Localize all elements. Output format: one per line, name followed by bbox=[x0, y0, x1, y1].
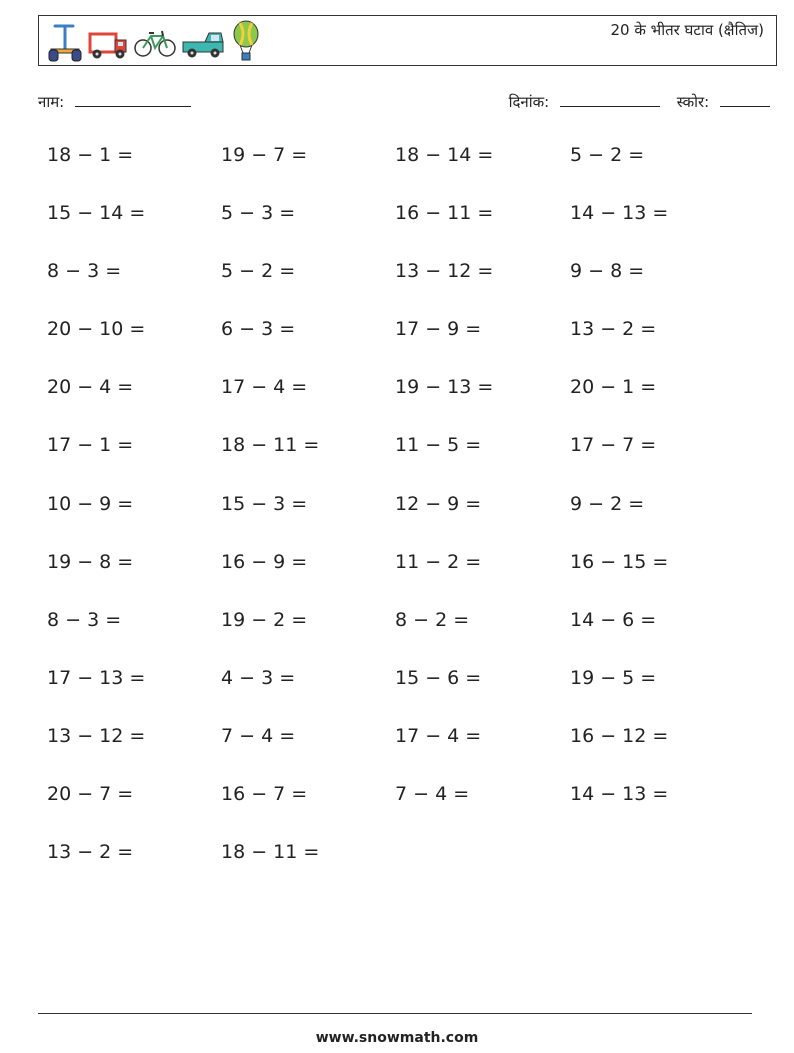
problem-row bbox=[47, 260, 747, 318]
problem-item: 8 − 3 = bbox=[47, 608, 122, 631]
problem-row bbox=[47, 318, 747, 376]
problem-item: 13 − 2 = bbox=[47, 841, 134, 864]
problem-item: 14 − 13 = bbox=[570, 202, 669, 225]
problem-item: 18 − 11 = bbox=[221, 841, 320, 864]
problem-item: 16 − 11 = bbox=[395, 202, 494, 225]
worksheet-title: 20 के भीतर घटाव (क्षैतिज) bbox=[610, 21, 764, 39]
problem-item: 18 − 14 = bbox=[395, 144, 494, 166]
problem-row bbox=[47, 493, 747, 551]
problem-row bbox=[47, 609, 747, 667]
problem-item: 7 − 4 = bbox=[395, 783, 470, 806]
problem-item: 17 − 7 = bbox=[570, 434, 657, 457]
problem-item: 9 − 8 = bbox=[570, 260, 645, 283]
problem-item: 15 − 14 = bbox=[47, 202, 146, 225]
problem-grid bbox=[47, 144, 747, 899]
problem-item: 16 − 15 = bbox=[570, 550, 669, 573]
problem-item: 20 − 4 = bbox=[47, 376, 134, 399]
problem-item: 17 − 4 = bbox=[221, 376, 308, 399]
problem-row bbox=[47, 725, 747, 783]
problem-item: 5 − 3 = bbox=[221, 202, 296, 225]
hot-air-balloon-icon bbox=[231, 20, 261, 62]
problem-item: 4 − 3 = bbox=[221, 666, 296, 689]
problem-item: 15 − 6 = bbox=[395, 666, 482, 689]
problem-row bbox=[47, 841, 747, 899]
problem-item: 20 − 1 = bbox=[570, 376, 657, 399]
bicycle-icon bbox=[133, 22, 177, 62]
problem-item: 5 − 2 = bbox=[570, 144, 645, 166]
problem-item: 19 − 7 = bbox=[221, 144, 308, 166]
worksheet-header bbox=[38, 15, 777, 66]
date-label: दिनांक: bbox=[508, 93, 550, 111]
problem-item: 18 − 1 = bbox=[47, 144, 134, 166]
problem-item: 19 − 5 = bbox=[570, 666, 657, 689]
problem-item: 12 − 9 = bbox=[395, 492, 482, 515]
kick-scooter-icon bbox=[47, 22, 83, 62]
problem-item: 16 − 7 = bbox=[221, 783, 308, 806]
problem-item: 19 − 8 = bbox=[47, 550, 134, 573]
problem-item: 14 − 13 = bbox=[570, 783, 669, 806]
problem-item: 5 − 2 = bbox=[221, 260, 296, 283]
problem-row bbox=[47, 376, 747, 434]
problem-row bbox=[47, 144, 747, 202]
problem-item: 17 − 4 = bbox=[395, 724, 482, 747]
problem-item: 13 − 12 = bbox=[395, 260, 494, 283]
problem-item: 11 − 5 = bbox=[395, 434, 482, 457]
problem-item: 17 − 1 = bbox=[47, 434, 134, 457]
problem-item: 20 − 10 = bbox=[47, 318, 146, 341]
footer-url: www.snowmath.com bbox=[315, 1030, 479, 1046]
problem-row bbox=[47, 783, 747, 841]
score-blank[interactable] bbox=[720, 92, 770, 107]
date-blank[interactable] bbox=[560, 92, 660, 107]
problem-row bbox=[47, 202, 747, 260]
problem-row bbox=[47, 667, 747, 725]
problem-item: 8 − 2 = bbox=[395, 608, 470, 631]
problem-item: 17 − 13 = bbox=[47, 666, 146, 689]
problem-item: 9 − 2 = bbox=[570, 492, 645, 515]
problem-item: 10 − 9 = bbox=[47, 492, 134, 515]
problem-item: 17 − 9 = bbox=[395, 318, 482, 341]
problem-item: 16 − 9 = bbox=[221, 550, 308, 573]
problem-item: 20 − 7 = bbox=[47, 783, 134, 806]
pickup-truck-icon bbox=[181, 22, 225, 62]
name-field bbox=[38, 92, 191, 112]
name-blank[interactable] bbox=[75, 92, 191, 107]
problem-row bbox=[47, 551, 747, 609]
name-label: नाम: bbox=[38, 93, 65, 111]
problem-item: 19 − 13 = bbox=[395, 376, 494, 399]
problem-item: 13 − 12 = bbox=[47, 724, 146, 747]
problem-item: 13 − 2 = bbox=[570, 318, 657, 341]
problem-item: 11 − 2 = bbox=[395, 550, 482, 573]
problem-item: 19 − 2 = bbox=[221, 608, 308, 631]
problem-row bbox=[47, 434, 747, 492]
problem-item: 15 − 3 = bbox=[221, 492, 308, 515]
truck-icon bbox=[87, 22, 129, 62]
problem-item: 14 − 6 = bbox=[570, 608, 657, 631]
footer-divider bbox=[38, 1013, 752, 1014]
problem-item: 16 − 12 = bbox=[570, 724, 669, 747]
score-label: स्कोर: bbox=[676, 93, 710, 111]
problem-item: 8 − 3 = bbox=[47, 260, 122, 283]
problem-item: 6 − 3 = bbox=[221, 318, 296, 341]
date-score-fields bbox=[509, 92, 770, 112]
problem-item: 7 − 4 = bbox=[221, 724, 296, 747]
problem-item: 18 − 11 = bbox=[221, 434, 320, 457]
